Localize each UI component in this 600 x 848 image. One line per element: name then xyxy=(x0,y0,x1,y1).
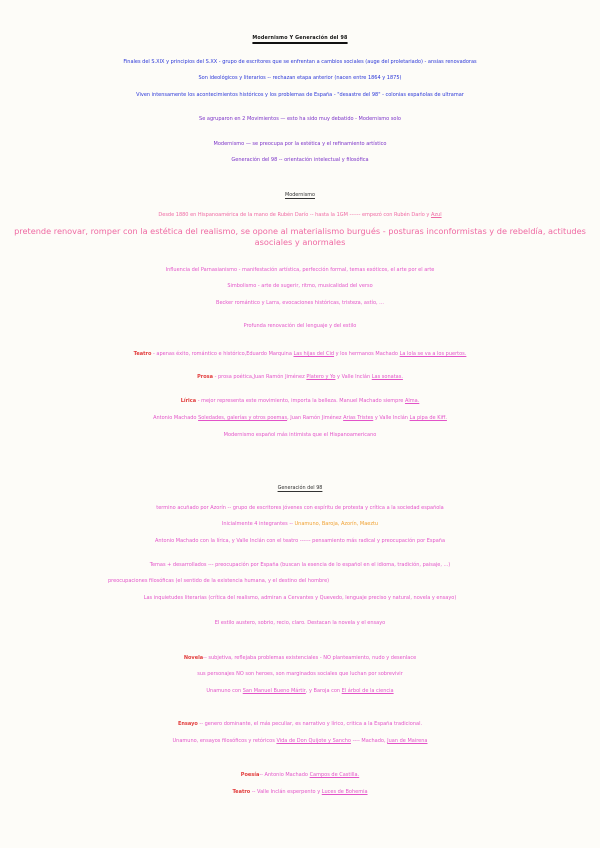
modernismo-lirica-line-3: Modernismo español más intimista que el Hispanoamericano xyxy=(223,432,377,438)
modernismo-line-6: Profunda renovación del lenguaje y del estilo xyxy=(243,323,357,329)
gen98-novela: Novela-- subjetiva, reflejaba problemas existenciales - NO planteamiento, nudo y desenlace xyxy=(183,655,417,661)
integrantes-names: Unamuno, Baroja, Azorín, Maeztu xyxy=(294,521,379,527)
genre-label-poesia: Poesía xyxy=(240,772,260,778)
intro-line-3: Viven intensamente los acontecimientos históricos y los problemas de España - "desastre del 98" - colonias españolas de ultramar xyxy=(136,92,464,98)
gen98-line-6: Las inquietudes literarias (crítica del realismo, admiran a Cervantes y Quevedo, lenguaje preciso y natural, novela y ensayo) xyxy=(143,595,457,601)
intro-line-6: Generación del 98 -- orientación intelectual y filosófica xyxy=(231,157,369,163)
genre-label-lirica: Lírica xyxy=(180,398,197,404)
intro-line-4: Se agruparon en 2 Movimientos — esto ha sido muy debatido - Modernismo solo xyxy=(199,116,401,122)
gen98-line-7: El estilo austero, sobrio, recio, claro. Destacan la novela y el ensayo xyxy=(214,620,386,626)
gen98-line-5: preocupaciones filosóficas (el sentido de la existencia humana, y el destino del hombre) xyxy=(108,578,330,584)
page-title: Modernismo Y Generación del 98 xyxy=(252,36,348,41)
modernismo-prosa: Prosa - prosa poética,Juan Ramón Jiménez Platero y Yo y Valle Inclán Las sonatas. xyxy=(197,374,403,380)
modernismo-line-2: pretende renovar, romper con la estética del realismo, se opone al materialismo burgués - posturas inconformistas y de rebeldía, actitudes asociales y anormales xyxy=(14,226,586,247)
modernismo-line-4: Simbolismo - arte de sugerir, ritmo, musicalidad del verso xyxy=(227,283,373,289)
intro-line-5: Modernismo — se preocupa por la estética y el refinamiento artístico xyxy=(213,141,387,147)
genre-label-novela: Novela xyxy=(183,655,204,661)
gen98-novela-line-3: Unamuno con San Manuel Bueno Mártir, y Baroja con El árbol de la ciencia xyxy=(206,688,394,694)
modernismo-line-3: Influencia del Parnasianismo - manifestación artística, perfección formal, temas exóticos, el arte por el arte xyxy=(165,267,435,273)
gen98-line-2: Inicialmente 4 integrantes -- Unamuno, Baroja, Azorín, Maeztu xyxy=(221,521,379,527)
work-title: La lola se va a los puertos. xyxy=(399,351,467,357)
modernismo-lirica: Lírica - mejor representa este movimiento, importa la belleza. Manuel Machado siempre Alma. xyxy=(180,398,420,404)
genre-label-teatro: Teatro xyxy=(133,351,152,357)
gen98-ensayo: Ensayo -- genero dominante, el más peculiar, es narrativo y lírico, critica a la España tradicional. xyxy=(177,721,423,727)
gen98-line-3: Antonio Machado con la lírica, y Valle Inclán con el teatro ------ pensamiento más radical y preocupación por España xyxy=(154,538,446,544)
work-title: Juan de Mairena xyxy=(387,738,428,744)
work-title: Luces de Bohemia xyxy=(321,789,368,795)
modernismo-line-1: Desde 1880 en Hispanoamérica de la mano de Rubén Darío -- hasta la 1GM ------ empezó con Rubén Darío y Azul xyxy=(158,212,442,218)
work-title: Las hijas del Cid xyxy=(293,351,335,357)
work-title: El árbol de la ciencia xyxy=(341,688,394,694)
gen98-line-4: Temas + desarrollados --- preocupación por España (buscan la esencia de lo español en el idioma, tradición, paisaje, ...) xyxy=(149,562,451,568)
work-title: Arias Tristes xyxy=(343,415,374,421)
modernismo-line-5: Becker romántico y Larra, evocaciones históricas, tristeza, astío, ... xyxy=(216,300,384,306)
gen98-ensayo-line-2: Unamuno, ensayos filosóficos y retóricos Vida de Don Quijote y Sancho ---- Machado, Juan de Mairena xyxy=(172,738,428,744)
gen98-line-1: termino acuñado por Azorín -- grupo de escritores jóvenes con espíritu de protesta y crítica a la sociedad española xyxy=(156,505,444,511)
work-title: Soledades, galerías y otros poemas xyxy=(198,415,288,421)
section-heading-generacion-98: Generación del 98 xyxy=(277,485,323,491)
genre-label-prosa: Prosa xyxy=(197,374,213,380)
work-title: Vida de Don Quijote y Sancho xyxy=(276,738,351,744)
gen98-poesia: Poesía-- Antonio Machado Campos de Castilla. xyxy=(240,772,360,778)
work-title: Platero y Yo xyxy=(306,374,336,380)
gen98-novela-line-2: sus personajes NO son heroes, son marginados sociales que luchan por sobrevivir xyxy=(197,671,403,677)
genre-label-ensayo: Ensayo xyxy=(177,721,198,727)
intro-line-2: Son ideológicos y literarios -- rechazan etapa anterior (nacen entre 1864 y 1875) xyxy=(198,75,402,81)
modernismo-teatro: Teatro - apenas éxito, romántico e histórico,Eduardo Marquina Las hijas del Cid y los hermanos Machado La lola se va a los puertos. xyxy=(133,351,467,357)
work-title: Alma. xyxy=(404,398,420,404)
section-heading-modernismo: Modernismo xyxy=(284,192,315,198)
genre-label-teatro: Teatro xyxy=(232,789,251,795)
modernismo-lirica-line-2: Antonio Machado Soledades, galerías y otros poemas, Juan Ramón Jiménez Arias Tristes y Valle Inclán La pipa de Kiff. xyxy=(153,415,447,421)
intro-line-1: Finales del S.XIX y principios del S.XX - grupo de escritores que se enfrentan a cambios sociales (auge del proletariado) - ansias renovadoras xyxy=(123,59,477,65)
work-title: Campos de Castilla. xyxy=(309,772,360,778)
work-title-azul: Azul xyxy=(430,212,442,218)
work-title: La pipa de Kiff. xyxy=(409,415,447,421)
work-title: Las sonatas. xyxy=(371,374,403,380)
work-title: San Manuel Bueno Mártir xyxy=(242,688,306,694)
gen98-teatro: Teatro -- Valle Inclán esperpento y Luces de Bohemia xyxy=(232,789,368,795)
